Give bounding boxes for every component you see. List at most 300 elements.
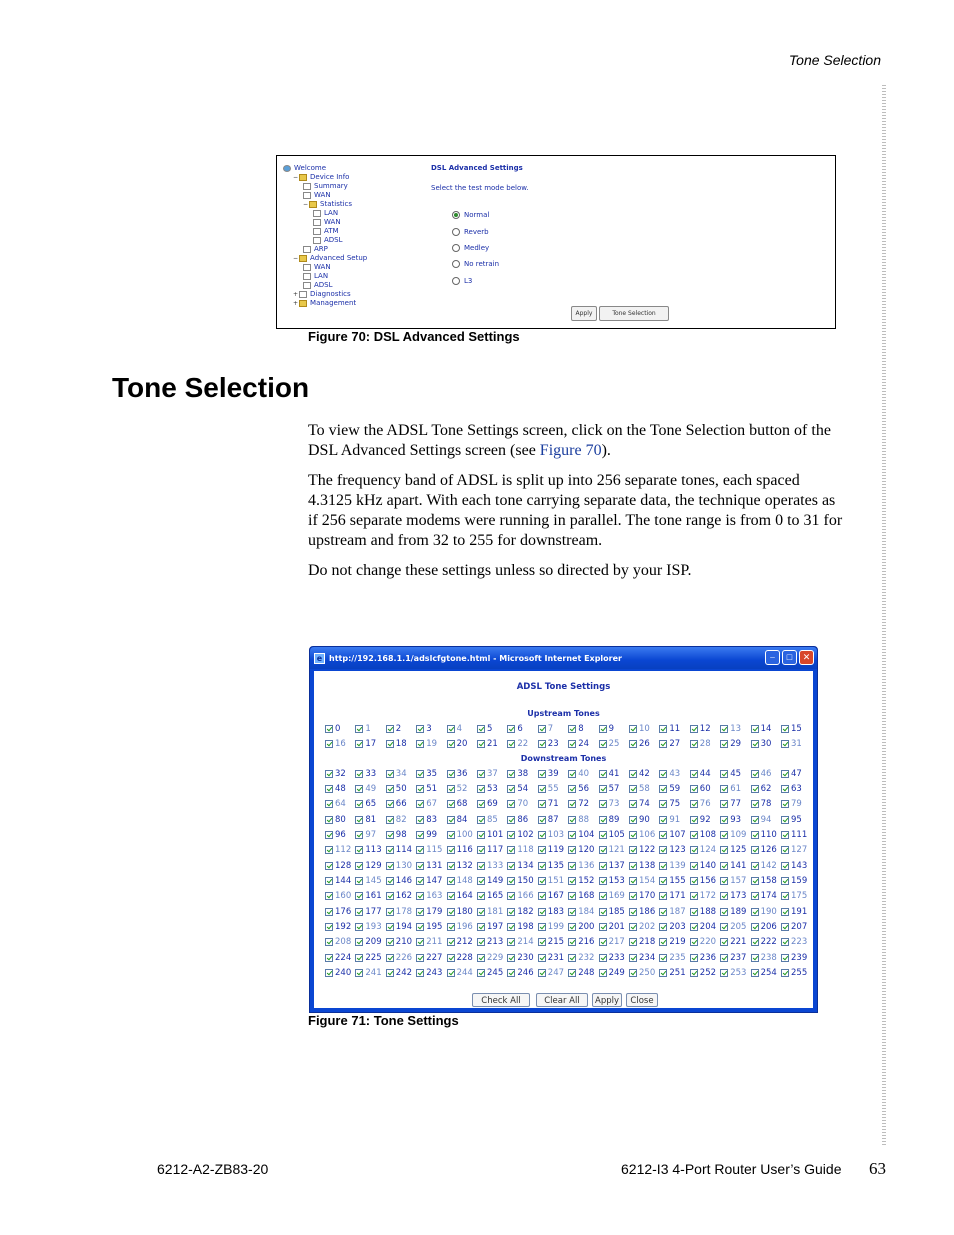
tone-checkbox[interactable]: [720, 725, 728, 733]
tone-212[interactable]: [447, 936, 477, 949]
tone-checkbox[interactable]: [599, 725, 607, 733]
tree-item[interactable]: [283, 218, 367, 227]
tone-checkbox[interactable]: [568, 923, 576, 931]
tree-item[interactable]: [283, 245, 367, 254]
tone-124[interactable]: [690, 844, 720, 857]
tone-checkbox[interactable]: [386, 938, 394, 946]
tone-checkbox[interactable]: [599, 892, 607, 900]
tone-223[interactable]: [781, 936, 811, 949]
tone-checkbox[interactable]: [325, 831, 333, 839]
tone-195[interactable]: [416, 921, 446, 934]
tone-90[interactable]: [629, 813, 659, 826]
tone-checkbox[interactable]: [781, 908, 789, 916]
tone-checkbox[interactable]: [386, 740, 394, 748]
tone-checkbox[interactable]: [477, 785, 485, 793]
tone-checkbox[interactable]: [751, 770, 759, 778]
tone-109[interactable]: [720, 828, 750, 841]
tone-checkbox[interactable]: [599, 938, 607, 946]
tone-77[interactable]: [720, 798, 750, 811]
tone-checkbox[interactable]: [629, 816, 637, 824]
tone-checkbox[interactable]: [629, 740, 637, 748]
tone-126[interactable]: [751, 844, 781, 857]
tone-checkbox[interactable]: [659, 740, 667, 748]
tone-checkbox[interactable]: [629, 725, 637, 733]
tone-checkbox[interactable]: [325, 877, 333, 885]
clear-all-button[interactable]: Clear All: [536, 993, 588, 1007]
tone-checkbox[interactable]: [447, 740, 455, 748]
tone-91[interactable]: [659, 813, 689, 826]
tone-123[interactable]: [659, 844, 689, 857]
tone-183[interactable]: [538, 905, 568, 918]
tone-checkbox[interactable]: [477, 892, 485, 900]
tone-checkbox[interactable]: [568, 862, 576, 870]
tone-checkbox[interactable]: [720, 923, 728, 931]
tone-119[interactable]: [538, 844, 568, 857]
tone-177[interactable]: [355, 905, 385, 918]
tone-checkbox[interactable]: [416, 923, 424, 931]
tone-74[interactable]: [629, 798, 659, 811]
tone-164[interactable]: [447, 890, 477, 903]
radio-button[interactable]: [452, 228, 460, 236]
tone-151[interactable]: [538, 874, 568, 887]
mode-option[interactable]: [452, 256, 499, 272]
tone-checkbox[interactable]: [507, 846, 515, 854]
tone-checkbox[interactable]: [690, 800, 698, 808]
tone-20[interactable]: [447, 738, 477, 751]
tone-checkbox[interactable]: [355, 800, 363, 808]
tone-60[interactable]: [690, 782, 720, 795]
tone-224[interactable]: [325, 951, 355, 964]
tone-checkbox[interactable]: [507, 816, 515, 824]
tone-59[interactable]: [659, 782, 689, 795]
tone-84[interactable]: [447, 813, 477, 826]
tone-checkbox[interactable]: [477, 908, 485, 916]
tone-checkbox[interactable]: [538, 877, 546, 885]
tone-checkbox[interactable]: [781, 862, 789, 870]
tone-checkbox[interactable]: [690, 846, 698, 854]
tone-175[interactable]: [781, 890, 811, 903]
tone-12[interactable]: [690, 722, 720, 735]
tone-174[interactable]: [751, 890, 781, 903]
tone-140[interactable]: [690, 859, 720, 872]
tone-211[interactable]: [416, 936, 446, 949]
tone-checkbox[interactable]: [355, 877, 363, 885]
tone-143[interactable]: [781, 859, 811, 872]
tone-checkbox[interactable]: [355, 740, 363, 748]
tone-181[interactable]: [477, 905, 507, 918]
tone-216[interactable]: [568, 936, 598, 949]
tone-159[interactable]: [781, 874, 811, 887]
tone-64[interactable]: [325, 798, 355, 811]
tone-193[interactable]: [355, 921, 385, 934]
tone-checkbox[interactable]: [507, 954, 515, 962]
tone-250[interactable]: [629, 967, 659, 980]
tone-checkbox[interactable]: [720, 954, 728, 962]
tone-checkbox[interactable]: [599, 908, 607, 916]
tone-checkbox[interactable]: [477, 877, 485, 885]
tone-checkbox[interactable]: [781, 923, 789, 931]
tone-checkbox[interactable]: [599, 800, 607, 808]
tone-207[interactable]: [781, 921, 811, 934]
tone-checkbox[interactable]: [416, 785, 424, 793]
tone-checkbox[interactable]: [659, 954, 667, 962]
tone-106[interactable]: [629, 828, 659, 841]
tone-30[interactable]: [751, 738, 781, 751]
tone-checkbox[interactable]: [568, 938, 576, 946]
tone-198[interactable]: [507, 921, 537, 934]
tone-149[interactable]: [477, 874, 507, 887]
tone-checkbox[interactable]: [629, 831, 637, 839]
tone-checkbox[interactable]: [690, 770, 698, 778]
tone-131[interactable]: [416, 859, 446, 872]
tone-checkbox[interactable]: [416, 740, 424, 748]
tone-229[interactable]: [477, 951, 507, 964]
tone-checkbox[interactable]: [447, 725, 455, 733]
tone-37[interactable]: [477, 767, 507, 780]
tone-81[interactable]: [355, 813, 385, 826]
tone-150[interactable]: [507, 874, 537, 887]
tone-checkbox[interactable]: [447, 892, 455, 900]
tone-244[interactable]: [447, 967, 477, 980]
tone-checkbox[interactable]: [386, 908, 394, 916]
radio-button[interactable]: [452, 211, 460, 219]
tone-21[interactable]: [477, 738, 507, 751]
tone-checkbox[interactable]: [538, 908, 546, 916]
tone-checkbox[interactable]: [538, 725, 546, 733]
tone-130[interactable]: [386, 859, 416, 872]
tone-220[interactable]: [690, 936, 720, 949]
tone-221[interactable]: [720, 936, 750, 949]
tone-checkbox[interactable]: [751, 954, 759, 962]
tone-checkbox[interactable]: [355, 862, 363, 870]
tone-checkbox[interactable]: [355, 954, 363, 962]
tone-checkbox[interactable]: [447, 954, 455, 962]
tone-15[interactable]: [781, 722, 811, 735]
tone-86[interactable]: [507, 813, 537, 826]
tone-checkbox[interactable]: [386, 800, 394, 808]
tone-checkbox[interactable]: [416, 846, 424, 854]
tone-129[interactable]: [355, 859, 385, 872]
tone-239[interactable]: [781, 951, 811, 964]
tone-111[interactable]: [781, 828, 811, 841]
tone-1[interactable]: [355, 722, 385, 735]
tone-148[interactable]: [447, 874, 477, 887]
tone-checkbox[interactable]: [325, 725, 333, 733]
tone-125[interactable]: [720, 844, 750, 857]
tone-checkbox[interactable]: [538, 923, 546, 931]
tone-231[interactable]: [538, 951, 568, 964]
tone-checkbox[interactable]: [355, 831, 363, 839]
tone-checkbox[interactable]: [416, 770, 424, 778]
tree-item[interactable]: [283, 227, 367, 236]
tone-checkbox[interactable]: [325, 800, 333, 808]
tone-checkbox[interactable]: [751, 816, 759, 824]
tone-147[interactable]: [416, 874, 446, 887]
tone-checkbox[interactable]: [325, 969, 333, 977]
tone-checkbox[interactable]: [538, 816, 546, 824]
tone-188[interactable]: [690, 905, 720, 918]
tone-checkbox[interactable]: [599, 969, 607, 977]
tone-checkbox[interactable]: [507, 877, 515, 885]
tone-checkbox[interactable]: [659, 938, 667, 946]
tone-checkbox[interactable]: [447, 785, 455, 793]
tone-checkbox[interactable]: [507, 908, 515, 916]
tone-49[interactable]: [355, 782, 385, 795]
tone-29[interactable]: [720, 738, 750, 751]
tone-8[interactable]: [568, 722, 598, 735]
tone-checkbox[interactable]: [690, 969, 698, 977]
tone-checkbox[interactable]: [477, 846, 485, 854]
tone-checkbox[interactable]: [720, 892, 728, 900]
tone-checkbox[interactable]: [781, 816, 789, 824]
tone-checkbox[interactable]: [690, 862, 698, 870]
tone-103[interactable]: [538, 828, 568, 841]
tone-checkbox[interactable]: [629, 969, 637, 977]
apply-button[interactable]: Apply: [571, 306, 597, 321]
tone-checkbox[interactable]: [477, 969, 485, 977]
tone-checkbox[interactable]: [568, 877, 576, 885]
tone-checkbox[interactable]: [659, 770, 667, 778]
tone-54[interactable]: [507, 782, 537, 795]
tree-item[interactable]: [283, 236, 367, 245]
tone-checkbox[interactable]: [355, 725, 363, 733]
tone-checkbox[interactable]: [629, 908, 637, 916]
tone-218[interactable]: [629, 936, 659, 949]
tone-97[interactable]: [355, 828, 385, 841]
tone-checkbox[interactable]: [386, 969, 394, 977]
tone-checkbox[interactable]: [781, 892, 789, 900]
tone-33[interactable]: [355, 767, 385, 780]
figure-70-link[interactable]: Figure 70: [539, 442, 602, 459]
tone-222[interactable]: [751, 936, 781, 949]
tone-236[interactable]: [690, 951, 720, 964]
tone-checkbox[interactable]: [325, 892, 333, 900]
tone-checkbox[interactable]: [477, 862, 485, 870]
tone-checkbox[interactable]: [355, 785, 363, 793]
tone-219[interactable]: [659, 936, 689, 949]
tone-checkbox[interactable]: [599, 846, 607, 854]
tone-117[interactable]: [477, 844, 507, 857]
tone-228[interactable]: [447, 951, 477, 964]
tone-checkbox[interactable]: [629, 785, 637, 793]
tone-248[interactable]: [568, 967, 598, 980]
tone-47[interactable]: [781, 767, 811, 780]
tone-166[interactable]: [507, 890, 537, 903]
tone-checkbox[interactable]: [690, 954, 698, 962]
tree-item[interactable]: [283, 200, 367, 209]
tone-9[interactable]: [599, 722, 629, 735]
tone-27[interactable]: [659, 738, 689, 751]
tone-checkbox[interactable]: [568, 740, 576, 748]
tone-checkbox[interactable]: [568, 969, 576, 977]
tone-82[interactable]: [386, 813, 416, 826]
tone-checkbox[interactable]: [538, 800, 546, 808]
tone-189[interactable]: [720, 905, 750, 918]
tone-checkbox[interactable]: [355, 938, 363, 946]
tone-checkbox[interactable]: [751, 785, 759, 793]
tone-116[interactable]: [447, 844, 477, 857]
tone-checkbox[interactable]: [325, 954, 333, 962]
tone-checkbox[interactable]: [659, 862, 667, 870]
tone-checkbox[interactable]: [355, 816, 363, 824]
tone-checkbox[interactable]: [355, 846, 363, 854]
tone-153[interactable]: [599, 874, 629, 887]
tone-192[interactable]: [325, 921, 355, 934]
tone-178[interactable]: [386, 905, 416, 918]
tone-checkbox[interactable]: [781, 725, 789, 733]
tone-17[interactable]: [355, 738, 385, 751]
tone-checkbox[interactable]: [447, 816, 455, 824]
tone-checkbox[interactable]: [325, 740, 333, 748]
tone-checkbox[interactable]: [386, 785, 394, 793]
tone-checkbox[interactable]: [355, 892, 363, 900]
tone-checkbox[interactable]: [507, 892, 515, 900]
tone-checkbox[interactable]: [416, 969, 424, 977]
mode-option[interactable]: [452, 207, 499, 223]
tone-checkbox[interactable]: [538, 785, 546, 793]
tone-checkbox[interactable]: [599, 740, 607, 748]
tone-56[interactable]: [568, 782, 598, 795]
tone-155[interactable]: [659, 874, 689, 887]
tone-checkbox[interactable]: [477, 770, 485, 778]
tone-checkbox[interactable]: [751, 969, 759, 977]
tone-137[interactable]: [599, 859, 629, 872]
tone-235[interactable]: [659, 951, 689, 964]
tone-146[interactable]: [386, 874, 416, 887]
tone-checkbox[interactable]: [751, 740, 759, 748]
tone-checkbox[interactable]: [325, 846, 333, 854]
tone-14[interactable]: [751, 722, 781, 735]
tone-55[interactable]: [538, 782, 568, 795]
tone-83[interactable]: [416, 813, 446, 826]
tone-checkbox[interactable]: [781, 877, 789, 885]
tree-toggle-icon[interactable]: −: [293, 255, 299, 262]
tone-checkbox[interactable]: [325, 908, 333, 916]
tone-57[interactable]: [599, 782, 629, 795]
tone-checkbox[interactable]: [690, 877, 698, 885]
tone-234[interactable]: [629, 951, 659, 964]
tone-50[interactable]: [386, 782, 416, 795]
tone-251[interactable]: [659, 967, 689, 980]
check-all-button[interactable]: Check All: [472, 993, 530, 1007]
tone-70[interactable]: [507, 798, 537, 811]
tone-checkbox[interactable]: [599, 862, 607, 870]
tone-26[interactable]: [629, 738, 659, 751]
tone-checkbox[interactable]: [568, 816, 576, 824]
tone-checkbox[interactable]: [386, 954, 394, 962]
tone-checkbox[interactable]: [568, 725, 576, 733]
tone-39[interactable]: [538, 767, 568, 780]
tone-243[interactable]: [416, 967, 446, 980]
tone-checkbox[interactable]: [720, 770, 728, 778]
tone-checkbox[interactable]: [629, 800, 637, 808]
tone-133[interactable]: [477, 859, 507, 872]
tone-checkbox[interactable]: [325, 770, 333, 778]
apply-tones-button[interactable]: Apply: [592, 993, 622, 1007]
tone-checkbox[interactable]: [629, 938, 637, 946]
tone-44[interactable]: [690, 767, 720, 780]
tone-145[interactable]: [355, 874, 385, 887]
tone-204[interactable]: [690, 921, 720, 934]
tone-checkbox[interactable]: [751, 923, 759, 931]
tree-item[interactable]: [283, 182, 367, 191]
tone-checkbox[interactable]: [568, 831, 576, 839]
tone-233[interactable]: [599, 951, 629, 964]
tone-checkbox[interactable]: [690, 816, 698, 824]
tone-156[interactable]: [690, 874, 720, 887]
tone-checkbox[interactable]: [659, 923, 667, 931]
tone-167[interactable]: [538, 890, 568, 903]
tone-240[interactable]: [325, 967, 355, 980]
tree-toggle-icon[interactable]: +: [293, 300, 299, 307]
tone-242[interactable]: [386, 967, 416, 980]
tone-checkbox[interactable]: [659, 785, 667, 793]
tone-238[interactable]: [751, 951, 781, 964]
tone-200[interactable]: [568, 921, 598, 934]
tone-179[interactable]: [416, 905, 446, 918]
tone-88[interactable]: [568, 813, 598, 826]
tone-28[interactable]: [690, 738, 720, 751]
tone-0[interactable]: [325, 722, 355, 735]
tone-249[interactable]: [599, 967, 629, 980]
tone-checkbox[interactable]: [751, 846, 759, 854]
tone-checkbox[interactable]: [659, 877, 667, 885]
tone-checkbox[interactable]: [599, 816, 607, 824]
tone-checkbox[interactable]: [507, 740, 515, 748]
tone-checkbox[interactable]: [386, 831, 394, 839]
tone-205[interactable]: [720, 921, 750, 934]
tone-checkbox[interactable]: [477, 938, 485, 946]
tone-62[interactable]: [751, 782, 781, 795]
tone-202[interactable]: [629, 921, 659, 934]
tone-checkbox[interactable]: [386, 923, 394, 931]
tone-checkbox[interactable]: [477, 954, 485, 962]
tone-checkbox[interactable]: [447, 800, 455, 808]
tone-checkbox[interactable]: [568, 908, 576, 916]
tone-checkbox[interactable]: [690, 725, 698, 733]
tone-230[interactable]: [507, 951, 537, 964]
tone-6[interactable]: [507, 722, 537, 735]
tone-172[interactable]: [690, 890, 720, 903]
minimize-icon[interactable]: –: [765, 650, 780, 665]
tone-25[interactable]: [599, 738, 629, 751]
tone-checkbox[interactable]: [416, 908, 424, 916]
tone-73[interactable]: [599, 798, 629, 811]
tone-checkbox[interactable]: [690, 785, 698, 793]
tone-180[interactable]: [447, 905, 477, 918]
tone-128[interactable]: [325, 859, 355, 872]
tone-191[interactable]: [781, 905, 811, 918]
tone-247[interactable]: [538, 967, 568, 980]
tone-checkbox[interactable]: [629, 923, 637, 931]
tone-53[interactable]: [477, 782, 507, 795]
tone-102[interactable]: [507, 828, 537, 841]
tone-168[interactable]: [568, 890, 598, 903]
tone-checkbox[interactable]: [690, 923, 698, 931]
tone-checkbox[interactable]: [781, 954, 789, 962]
tone-245[interactable]: [477, 967, 507, 980]
tone-89[interactable]: [599, 813, 629, 826]
tone-139[interactable]: [659, 859, 689, 872]
tone-checkbox[interactable]: [325, 923, 333, 931]
tone-checkbox[interactable]: [507, 725, 515, 733]
tone-127[interactable]: [781, 844, 811, 857]
tone-checkbox[interactable]: [659, 800, 667, 808]
tone-checkbox[interactable]: [720, 938, 728, 946]
tone-checkbox[interactable]: [751, 908, 759, 916]
tone-182[interactable]: [507, 905, 537, 918]
tone-68[interactable]: [447, 798, 477, 811]
